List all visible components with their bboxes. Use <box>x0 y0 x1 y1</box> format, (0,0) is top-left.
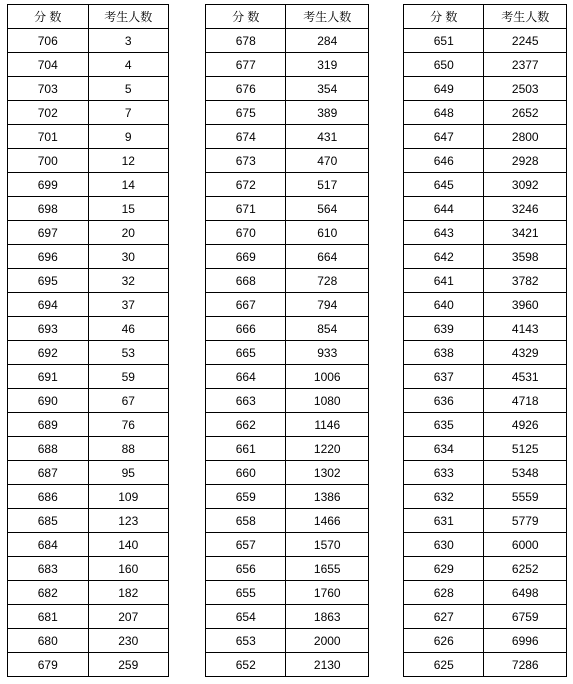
count-cell: 3598 <box>484 245 567 269</box>
score-header: 分 数 <box>8 5 89 29</box>
score-cell: 648 <box>404 101 484 125</box>
score-cell: 673 <box>206 149 286 173</box>
table-row <box>404 365 567 389</box>
table-row <box>8 533 169 557</box>
table-row <box>206 413 369 437</box>
score-cell: 666 <box>206 317 286 341</box>
score-cell: 693 <box>8 317 89 341</box>
count-cell: 20 <box>88 221 169 245</box>
score-cell: 686 <box>8 485 89 509</box>
score-cell: 633 <box>404 461 484 485</box>
table-row <box>8 653 169 677</box>
count-cell: 95 <box>88 461 169 485</box>
count-cell: 5559 <box>484 485 567 509</box>
count-cell: 1386 <box>286 485 369 509</box>
table-row <box>206 317 369 341</box>
table-row <box>404 221 567 245</box>
table-row <box>404 461 567 485</box>
table-row <box>206 293 369 317</box>
count-cell: 4718 <box>484 389 567 413</box>
count-cell: 32 <box>88 269 169 293</box>
table-row <box>206 245 369 269</box>
table-row <box>404 629 567 653</box>
table-row <box>8 293 169 317</box>
count-cell: 4531 <box>484 365 567 389</box>
count-cell: 140 <box>88 533 169 557</box>
score-cell: 671 <box>206 197 286 221</box>
score-cell: 694 <box>8 293 89 317</box>
table-row <box>8 221 169 245</box>
score-cell: 701 <box>8 125 89 149</box>
score-cell: 681 <box>8 605 89 629</box>
score-cell: 680 <box>8 629 89 653</box>
table-row <box>206 581 369 605</box>
count-cell: 6759 <box>484 605 567 629</box>
count-cell: 470 <box>286 149 369 173</box>
score-cell: 643 <box>404 221 484 245</box>
score-cell: 667 <box>206 293 286 317</box>
count-cell: 160 <box>88 557 169 581</box>
count-cell: 728 <box>286 269 369 293</box>
score-cell: 691 <box>8 365 89 389</box>
count-cell: 207 <box>88 605 169 629</box>
count-cell: 2000 <box>286 629 369 653</box>
count-cell: 6996 <box>484 629 567 653</box>
score-cell: 664 <box>206 365 286 389</box>
score-cell: 645 <box>404 173 484 197</box>
table-row <box>206 653 369 677</box>
count-cell: 1760 <box>286 581 369 605</box>
score-cell: 676 <box>206 77 286 101</box>
count-cell: 2652 <box>484 101 567 125</box>
score-cell: 654 <box>206 605 286 629</box>
score-cell: 703 <box>8 77 89 101</box>
table-row <box>206 629 369 653</box>
score-cell: 651 <box>404 29 484 53</box>
table-row <box>206 389 369 413</box>
score-cell: 677 <box>206 53 286 77</box>
score-cell: 631 <box>404 509 484 533</box>
table-row <box>206 605 369 629</box>
table-row <box>404 437 567 461</box>
count-cell: 564 <box>286 197 369 221</box>
count-cell: 1570 <box>286 533 369 557</box>
count-cell: 123 <box>88 509 169 533</box>
count-cell: 6498 <box>484 581 567 605</box>
count-cell: 14 <box>88 173 169 197</box>
score-cell: 646 <box>404 149 484 173</box>
score-cell: 641 <box>404 269 484 293</box>
table-row <box>404 53 567 77</box>
count-cell: 2800 <box>484 125 567 149</box>
count-cell: 2245 <box>484 29 567 53</box>
score-cell: 669 <box>206 245 286 269</box>
table-row <box>206 509 369 533</box>
score-cell: 685 <box>8 509 89 533</box>
count-cell: 3960 <box>484 293 567 317</box>
score-cell: 679 <box>8 653 89 677</box>
score-cell: 695 <box>8 269 89 293</box>
table-row <box>404 269 567 293</box>
table-row <box>8 509 169 533</box>
table-row <box>404 125 567 149</box>
table-body <box>404 29 567 677</box>
table-row <box>8 605 169 629</box>
score-cell: 626 <box>404 629 484 653</box>
score-cell: 689 <box>8 413 89 437</box>
table-row <box>206 485 369 509</box>
table-row <box>206 437 369 461</box>
count-cell: 3782 <box>484 269 567 293</box>
count-cell: 67 <box>88 389 169 413</box>
count-cell: 7286 <box>484 653 567 677</box>
score-cell: 674 <box>206 125 286 149</box>
score-cell: 668 <box>206 269 286 293</box>
table-row <box>8 269 169 293</box>
score-cell: 690 <box>8 389 89 413</box>
table-row <box>206 341 369 365</box>
table-row <box>206 365 369 389</box>
score-cell: 684 <box>8 533 89 557</box>
count-cell: 4926 <box>484 413 567 437</box>
score-cell: 672 <box>206 173 286 197</box>
table-row <box>404 77 567 101</box>
table-row <box>8 461 169 485</box>
score-cell: 650 <box>404 53 484 77</box>
score-cell: 658 <box>206 509 286 533</box>
count-cell: 1220 <box>286 437 369 461</box>
score-cell: 632 <box>404 485 484 509</box>
count-cell: 2130 <box>286 653 369 677</box>
count-cell: 6000 <box>484 533 567 557</box>
table-row <box>404 197 567 221</box>
score-cell: 682 <box>8 581 89 605</box>
table-row <box>404 533 567 557</box>
count-cell: 1655 <box>286 557 369 581</box>
table-row <box>206 533 369 557</box>
score-cell: 660 <box>206 461 286 485</box>
score-cell: 665 <box>206 341 286 365</box>
count-cell: 30 <box>88 245 169 269</box>
score-cell: 659 <box>206 485 286 509</box>
score-cell: 636 <box>404 389 484 413</box>
count-cell: 1863 <box>286 605 369 629</box>
count-cell: 610 <box>286 221 369 245</box>
count-cell: 53 <box>88 341 169 365</box>
count-cell: 284 <box>286 29 369 53</box>
score-cell: 640 <box>404 293 484 317</box>
count-cell: 109 <box>88 485 169 509</box>
count-cell: 854 <box>286 317 369 341</box>
table-row <box>206 221 369 245</box>
count-cell: 7 <box>88 101 169 125</box>
score-cell: 628 <box>404 581 484 605</box>
count-cell: 664 <box>286 245 369 269</box>
score-cell: 675 <box>206 101 286 125</box>
count-cell: 319 <box>286 53 369 77</box>
table-row <box>8 245 169 269</box>
score-cell: 656 <box>206 557 286 581</box>
table-row <box>8 581 169 605</box>
table-row <box>8 101 169 125</box>
table-row <box>404 29 567 53</box>
table-row <box>404 173 567 197</box>
table-row <box>8 197 169 221</box>
score-cell: 627 <box>404 605 484 629</box>
score-header: 分 数 <box>404 5 484 29</box>
table-row <box>206 557 369 581</box>
table-row <box>8 53 169 77</box>
count-cell: 12 <box>88 149 169 173</box>
count-cell: 2503 <box>484 77 567 101</box>
table-row <box>206 197 369 221</box>
count-cell: 2928 <box>484 149 567 173</box>
score-cell: 652 <box>206 653 286 677</box>
count-cell: 46 <box>88 317 169 341</box>
count-cell: 1146 <box>286 413 369 437</box>
table-row <box>404 101 567 125</box>
table-row <box>206 101 369 125</box>
score-cell: 687 <box>8 461 89 485</box>
count-cell: 37 <box>88 293 169 317</box>
table-row <box>404 317 567 341</box>
table-body <box>206 29 369 677</box>
score-cell: 625 <box>404 653 484 677</box>
table-row <box>404 653 567 677</box>
score-table-2 <box>205 4 369 677</box>
table-row <box>206 29 369 53</box>
count-cell: 182 <box>88 581 169 605</box>
score-cell: 699 <box>8 173 89 197</box>
table-body <box>8 29 169 677</box>
score-table-3 <box>403 4 567 677</box>
count-cell: 76 <box>88 413 169 437</box>
count-cell: 2377 <box>484 53 567 77</box>
count-cell: 259 <box>88 653 169 677</box>
table-row <box>8 77 169 101</box>
table-row <box>206 77 369 101</box>
count-cell: 3246 <box>484 197 567 221</box>
count-cell: 5125 <box>484 437 567 461</box>
score-cell: 696 <box>8 245 89 269</box>
score-cell: 630 <box>404 533 484 557</box>
table-row <box>206 461 369 485</box>
count-cell: 5348 <box>484 461 567 485</box>
score-cell: 692 <box>8 341 89 365</box>
table-row <box>8 149 169 173</box>
count-cell: 5779 <box>484 509 567 533</box>
count-cell: 933 <box>286 341 369 365</box>
table-row <box>206 149 369 173</box>
table-row <box>404 605 567 629</box>
table-row <box>404 485 567 509</box>
table-row <box>8 485 169 509</box>
score-cell: 702 <box>8 101 89 125</box>
count-cell: 9 <box>88 125 169 149</box>
table-row <box>404 245 567 269</box>
score-cell: 698 <box>8 197 89 221</box>
score-cell: 634 <box>404 437 484 461</box>
table-row <box>8 317 169 341</box>
table-row <box>206 53 369 77</box>
table-row <box>404 581 567 605</box>
table-row <box>8 389 169 413</box>
score-cell: 637 <box>404 365 484 389</box>
score-cell: 639 <box>404 317 484 341</box>
score-cell: 655 <box>206 581 286 605</box>
score-cell: 647 <box>404 125 484 149</box>
table-row <box>404 149 567 173</box>
score-cell: 683 <box>8 557 89 581</box>
score-header: 分 数 <box>206 5 286 29</box>
table-row <box>8 437 169 461</box>
table-row <box>8 365 169 389</box>
count-cell: 4 <box>88 53 169 77</box>
table-row <box>8 413 169 437</box>
count-cell: 1466 <box>286 509 369 533</box>
table-row <box>206 269 369 293</box>
count-cell: 88 <box>88 437 169 461</box>
table-row <box>404 557 567 581</box>
count-cell: 5 <box>88 77 169 101</box>
count-cell: 517 <box>286 173 369 197</box>
count-header: 考生人数 <box>286 5 369 29</box>
score-cell: 653 <box>206 629 286 653</box>
table-row <box>206 125 369 149</box>
score-cell: 662 <box>206 413 286 437</box>
score-cell: 642 <box>404 245 484 269</box>
count-cell: 354 <box>286 77 369 101</box>
count-cell: 59 <box>88 365 169 389</box>
count-cell: 3421 <box>484 221 567 245</box>
table-row <box>8 29 169 53</box>
count-cell: 230 <box>88 629 169 653</box>
score-table-1 <box>7 4 169 677</box>
table-row <box>404 341 567 365</box>
table-row <box>8 557 169 581</box>
score-cell: 678 <box>206 29 286 53</box>
table-row <box>8 173 169 197</box>
score-cell: 697 <box>8 221 89 245</box>
score-cell: 657 <box>206 533 286 557</box>
score-cell: 688 <box>8 437 89 461</box>
count-cell: 15 <box>88 197 169 221</box>
score-cell: 661 <box>206 437 286 461</box>
header-row <box>404 5 567 29</box>
score-cell: 706 <box>8 29 89 53</box>
score-cell: 638 <box>404 341 484 365</box>
header-row <box>206 5 369 29</box>
table-row <box>206 173 369 197</box>
count-cell: 431 <box>286 125 369 149</box>
table-row <box>404 509 567 533</box>
score-cell: 629 <box>404 557 484 581</box>
count-cell: 389 <box>286 101 369 125</box>
score-cell: 649 <box>404 77 484 101</box>
header-row <box>8 5 169 29</box>
table-row <box>8 125 169 149</box>
count-cell: 3 <box>88 29 169 53</box>
table-row <box>8 629 169 653</box>
score-cell: 635 <box>404 413 484 437</box>
table-row <box>404 389 567 413</box>
count-cell: 1080 <box>286 389 369 413</box>
count-cell: 4143 <box>484 317 567 341</box>
count-cell: 3092 <box>484 173 567 197</box>
score-cell: 704 <box>8 53 89 77</box>
score-cell: 663 <box>206 389 286 413</box>
count-cell: 1302 <box>286 461 369 485</box>
count-cell: 1006 <box>286 365 369 389</box>
score-cell: 644 <box>404 197 484 221</box>
count-header: 考生人数 <box>88 5 169 29</box>
score-cell: 670 <box>206 221 286 245</box>
score-cell: 700 <box>8 149 89 173</box>
count-cell: 794 <box>286 293 369 317</box>
table-row <box>8 341 169 365</box>
table-row <box>404 293 567 317</box>
table-row <box>404 413 567 437</box>
count-header: 考生人数 <box>484 5 567 29</box>
count-cell: 6252 <box>484 557 567 581</box>
count-cell: 4329 <box>484 341 567 365</box>
